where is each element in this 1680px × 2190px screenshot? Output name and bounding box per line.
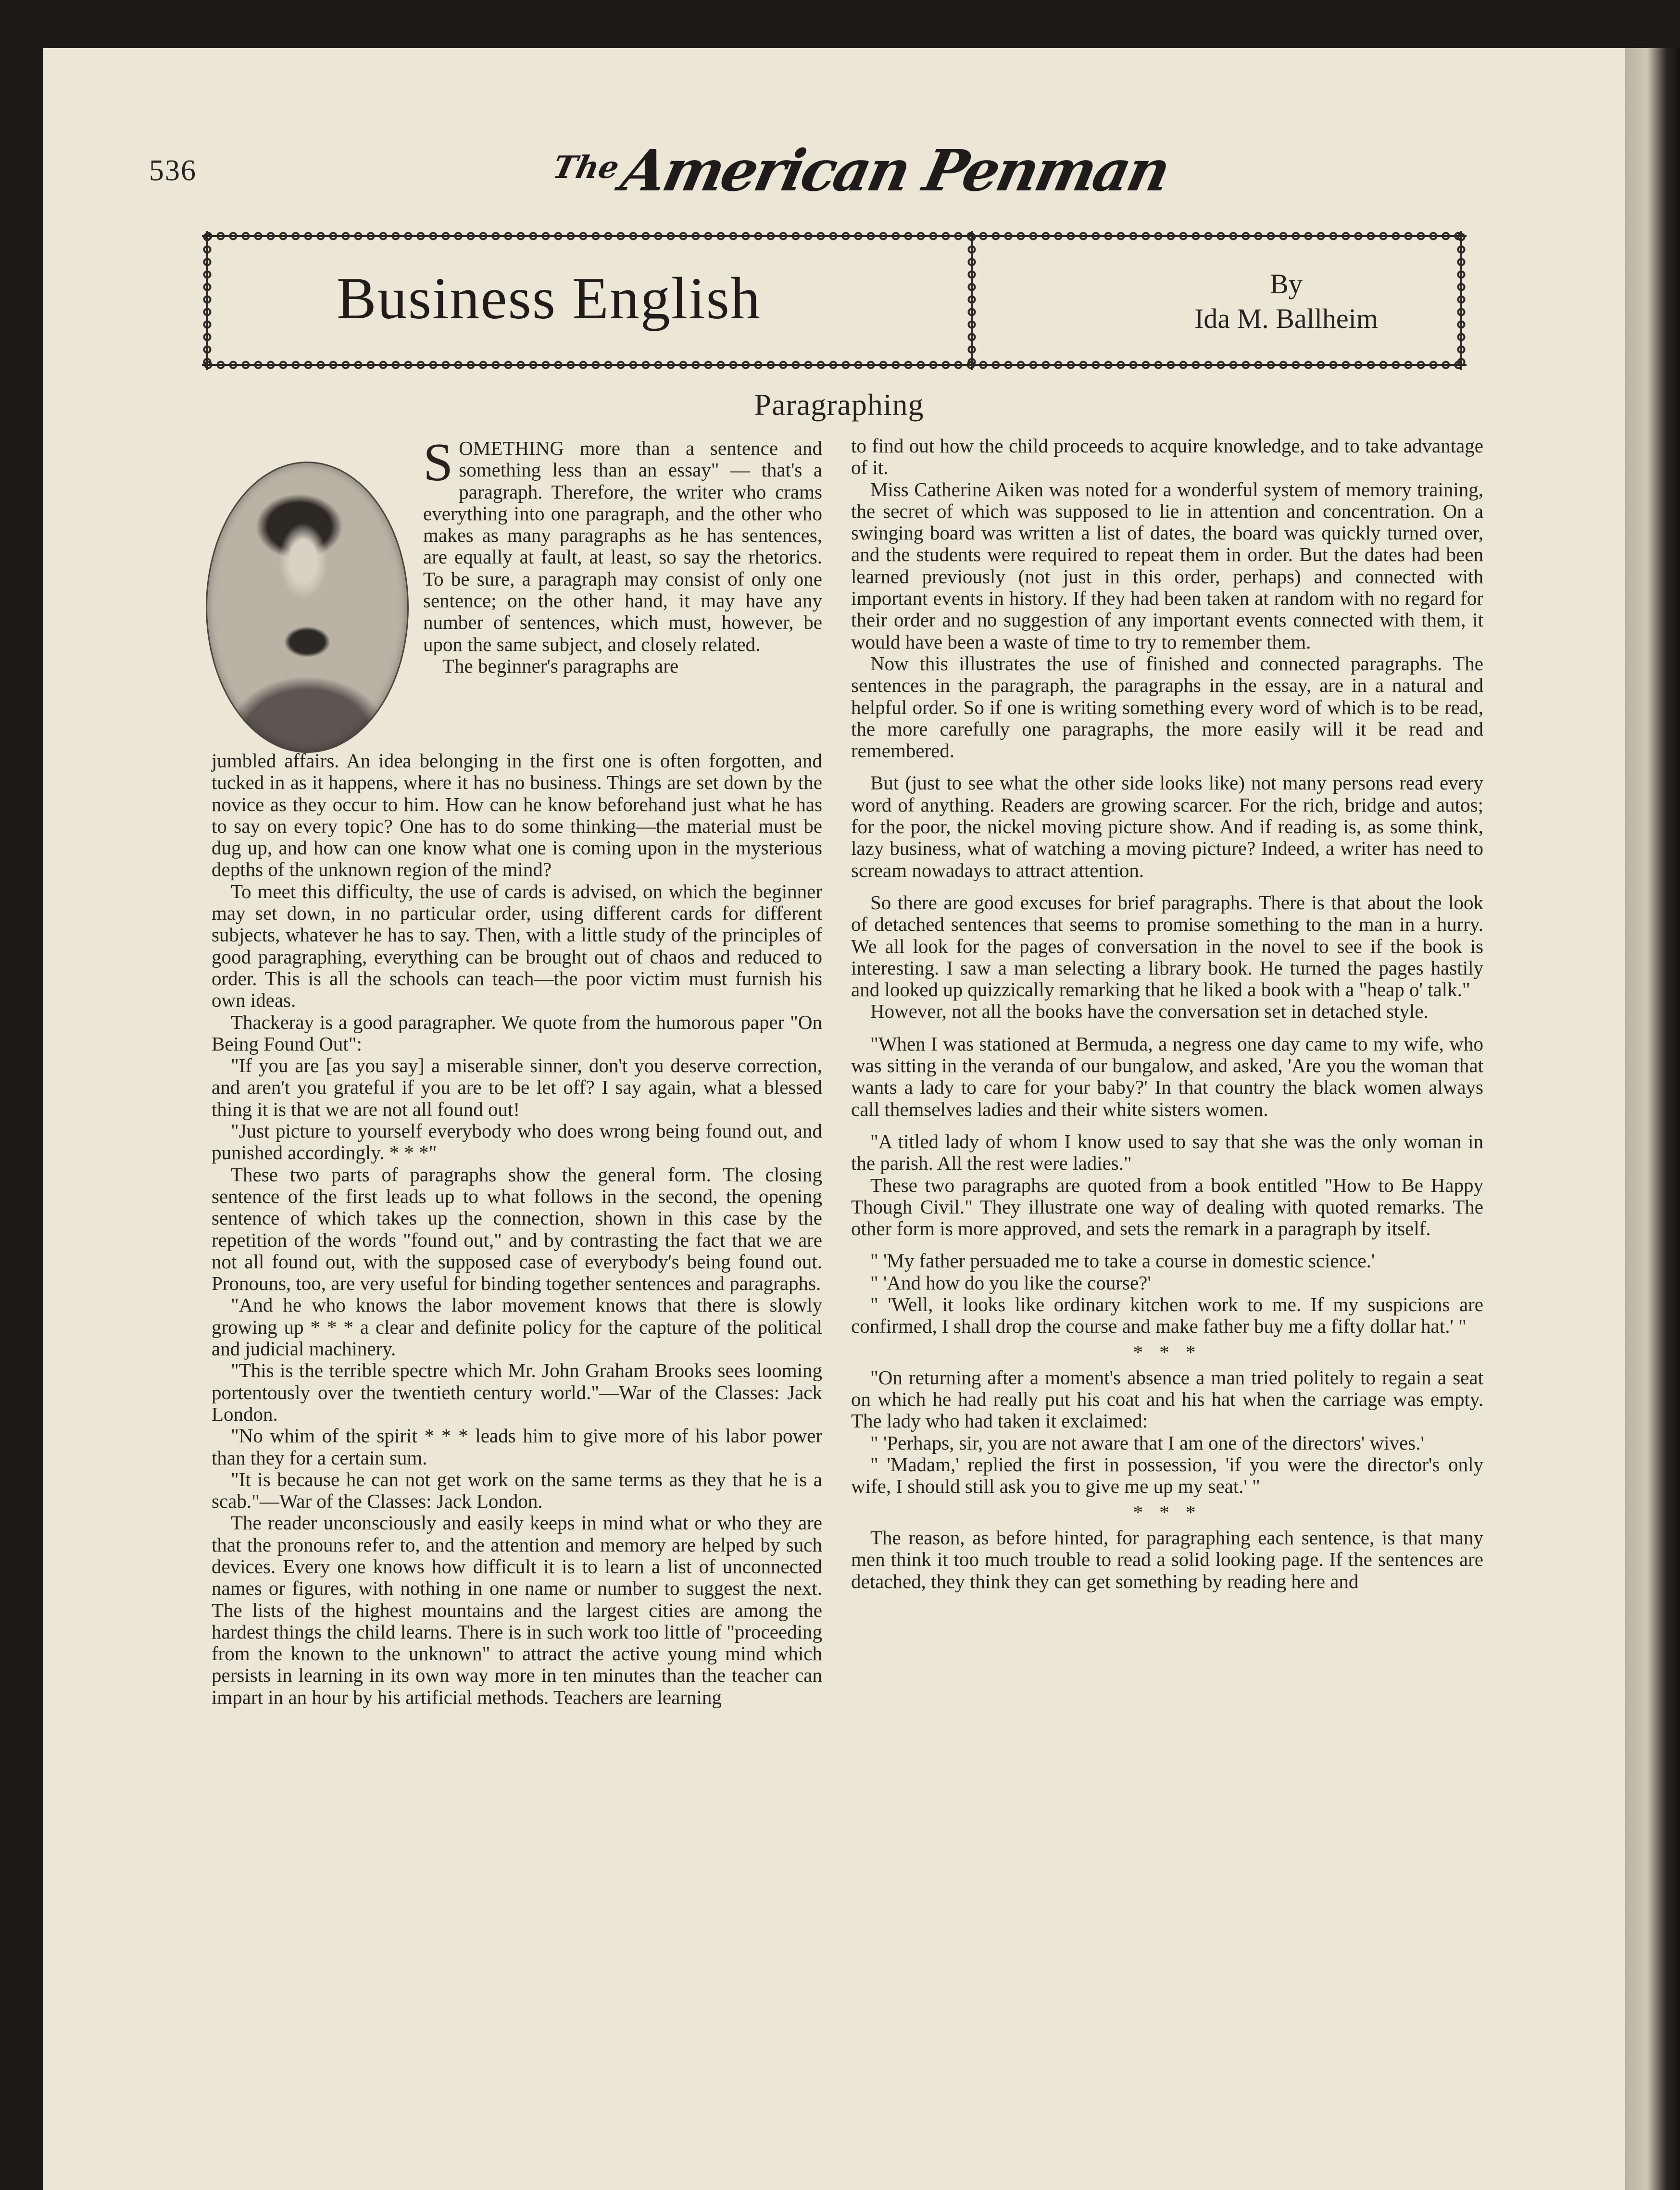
paragraph: " 'And how do you like the course?' [870, 1271, 1151, 1294]
byline-by: By [1270, 268, 1303, 300]
paragraph: "A titled lady of whom I know used to say that she was the only woman in the parish. All the rest were ladies." [851, 1130, 1483, 1175]
paragraph: But (just to see what the other side looks like) not many persons read every word of anything. Readers are growing scarcer. For the rich, bridge and autos; for the poor, the nickel moving picture show. And if reading is, as some think, lazy business, what of watching a moving picture? Indeed, a writer has need to scream nowadays to attract attention. [851, 772, 1483, 881]
page-number: 536 [149, 154, 197, 187]
byline [1118, 267, 1454, 336]
article-title: Business English [337, 265, 761, 331]
masthead-prefix: The [550, 150, 623, 186]
ornament-border-left [202, 231, 213, 370]
title-box [202, 231, 1467, 370]
section-heading: Paragraphing [754, 388, 924, 422]
paragraph: Now this illustrates the use of finished and connected paragraphs. The sentences in the paragraph, the paragraphs in the essay, are in a natural and helpful order. So if one is writing something every word of which is to be read, the more carefully one paragraphs, the more easily will it be read and remembered. [851, 652, 1483, 762]
paragraph: " 'My father persuaded me to take a course in domestic science.' [870, 1250, 1375, 1272]
paragraph: " 'Perhaps, sir, you are not aware that I am one of the directors' wives.' [870, 1431, 1424, 1454]
byline-author: Ida M. Ballheim [1194, 303, 1378, 334]
next-page-edge [1625, 48, 1680, 2190]
paragraph: "It is because he can not get work on the same terms as they that he is a scab."—War of the Classes: Jack London. [212, 1468, 822, 1513]
left-column-top [423, 433, 822, 677]
paragraph: "And he who knows the labor movement knows that there is slowly growing up * * * a clear and definite policy for the capture of the political and judicial machinery. [212, 1294, 822, 1360]
right-column [851, 435, 1483, 1592]
paragraph: However, not all the books have the conversation set in detached style. [870, 1000, 1429, 1023]
paragraph: to find out how the child proceeds to acquire knowledge, and to take advantage of it. [851, 435, 1483, 479]
masthead-logo [546, 137, 1174, 204]
paragraph: The beginner's paragraphs are [442, 654, 679, 677]
masthead-name: American Penman [615, 137, 1174, 204]
section-break: * * * [1133, 1340, 1202, 1363]
left-column [212, 750, 822, 1708]
paragraph: " 'Madam,' replied the first in possession, 'if you were the director's only wife, I should still ask you to give me up my seat.' " [851, 1453, 1483, 1498]
paragraph: Miss Catherine Aiken was noted for a wonderful system of memory training, the secret of which was supposed to lie in attention and concentration. On a swinging board was written a list of dates, the board was quickly turned over, and the students were required to repeat them in order. But the dates had been learned previously (not just in this order, perhaps) and connected with important events in history. If they had been taken at random with no regard for their order and no suggestion of any important events connected with them, it would have been a waste of time to try to remember them. [851, 478, 1483, 653]
paragraph: "On returning after a moment's absence a man tried politely to regain a seat on which he had really put his coat and his hat when the carriage was empty. The lady who had taken it exclaimed: [851, 1366, 1483, 1432]
paragraph: The reason, as before hinted, for paragraphing each sentence, is that many men think it too much trouble to read a solid looking page. If the sentences are detached, they think they can get something by reading here and [851, 1526, 1483, 1592]
paragraph: " 'Well, it looks like ordinary kitchen work to me. If my suspicions are confirmed, I shall drop the course and make father buy me a fifty dollar hat.' " [851, 1293, 1483, 1338]
paragraph: Thackeray is a good paragrapher. We quote from the humorous paper "On Being Found Out": [212, 1011, 822, 1055]
paragraph: "When I was stationed at Bermuda, a negress one day came to my wife, who was sitting in the veranda of our bungalow, and asked, 'Are you the woman that wants a lady to care for your baby?' In that country the black women always call themselves ladies and their white sisters women. [851, 1032, 1483, 1120]
ornament-divider [966, 231, 977, 370]
paragraph: To meet this difficulty, the use of cards is advised, on which the beginner may set down, in no particular order, using different cards for different subjects, whatever he has to say. Then, with a little study of the principles of good paragraphing, everything can be brought out of chaos and reduced to order. This is all the schools can teach—the poor victim must furnish his own ideas. [212, 880, 822, 1012]
paragraph: "No whim of the spirit * * * leads him to give more of his labor power than they for a certain sum. [212, 1425, 822, 1469]
drop-cap: S [423, 433, 453, 492]
section-break: * * * [1133, 1501, 1202, 1523]
paragraph: "Just picture to yourself everybody who does wrong being found out, and punished accordingly. * * *" [212, 1120, 822, 1164]
paragraph: "If you are [as you say] a miserable sinner, don't you deserve correction, and aren't you grateful if you are to be let off? I say again, what a blessed thing it is that we are not all found out! [212, 1054, 822, 1120]
ornament-border-bottom [202, 360, 1467, 370]
paragraph: "This is the terrible spectre which Mr. John Graham Brooks sees looming portentously over the twentieth century world."—War of the Classes: Jack London. [212, 1359, 822, 1425]
paragraph: These two paragraphs are quoted from a book entitled "How to Be Happy Though Civil." They illustrate one way of dealing with quoted remarks. The other form is more approved, and sets the remark in a paragraph by itself. [851, 1174, 1483, 1240]
paragraph: The reader unconsciously and easily keeps in mind what or who they are that the pronouns refer to, and the attention and memory are helped by such devices. Every one knows how difficult it is to learn a list of unconnected names or figures, with nothing in one name or number to suggest the next. The lists of the highest mountains and the largest cities are among the hardest things the child learns. There is in such work too little of "proceeding from the known to the unknown" to attract the active young mind which persists in learning in its own way more in ten minutes than the teacher can impart in an hour by his artificial methods. Teachers are learning [212, 1512, 822, 1708]
ornament-border-right [1456, 231, 1467, 370]
paragraph: jumbled affairs. An idea belonging in the first one is often forgotten, and tucked in as it happens, where it has no business. Things are set down by the novice as they occur to him. How can he know beforehand just what he has to say on every topic? One has to do some thinking—the material must be dug up, and how can one know what one is coming upon in the mysterious depths of the unknown region of the mind? [212, 750, 822, 881]
author-portrait [206, 462, 409, 753]
paragraph: So there are good excuses for brief paragraphs. There is that about the look of detached sentences that seems to promise something to the man in a hurry. We all look for the pages of conversation in the novel to see if the book is interesting. I saw a man selecting a library book. He turned the pages hastily and looked up quizzically remarking that he liked a book with a "heap o' talk." [851, 891, 1483, 1001]
ornament-border-top [202, 231, 1467, 241]
paragraph: OMETHING more than a sentence and something less than an essay" — that's a paragraph. Therefore, the writer who crams everything into one paragraph, and the other who makes as many paragraphs as he has sentences, are equally at fault, at least, so say the rhetorics. To be sure, a paragraph may consist of only one sentence; on the other hand, it may have any number of sentences, which must, however, be upon the same subject, and closely related. [423, 437, 822, 655]
paragraph: These two parts of paragraphs show the general form. The closing sentence of the first leads up to what follows in the second, the opening sentence of which takes up the connection, shown in this case by the repetition of the words "found out," and by contrasting the fact that we are not all found out, with the supposed case of everybody's being found out. Pronouns, too, are very useful for binding together sentences and paragraphs. [212, 1163, 822, 1295]
